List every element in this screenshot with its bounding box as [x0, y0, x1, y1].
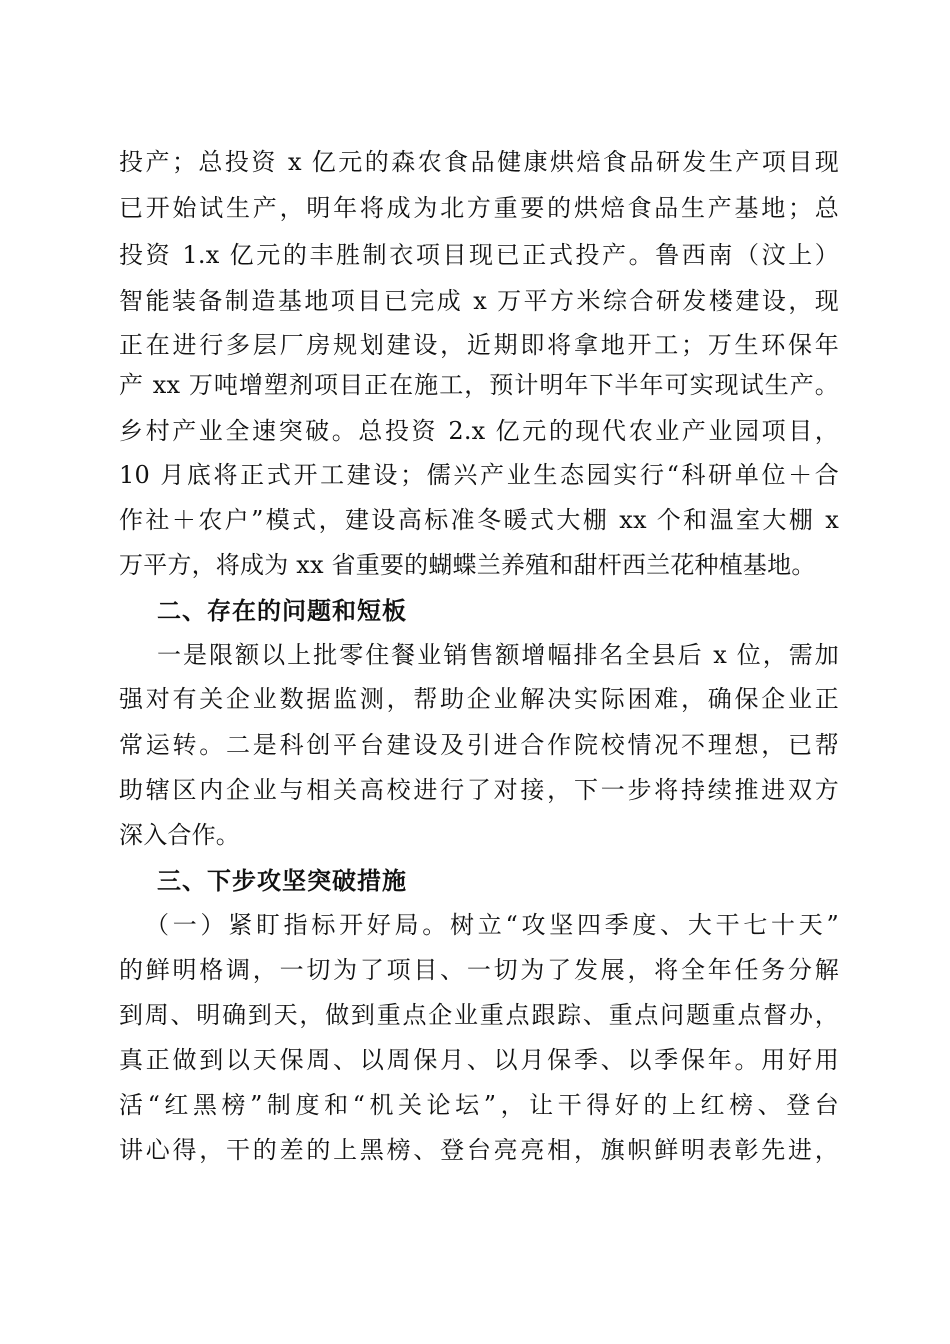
body-text-line: 投产；总投资 x 亿元的森农食品健康烘焙食品研发生产项目现: [119, 148, 839, 176]
section-heading: 三、下步攻坚突破措施: [157, 867, 407, 895]
body-text-line: 强对有关企业数据监测，帮助企业解决实际困难，确保企业正: [119, 685, 839, 713]
body-text-line: 常运转。二是科创平台建设及引进合作院校情况不理想，已帮: [119, 731, 839, 759]
body-text-line: 一是限额以上批零住餐业销售额增幅排名全县后 x 位，需加: [157, 641, 839, 669]
body-text-line: 正在进行多层厂房规划建设，近期即将拿地开工；万生环保年: [119, 331, 839, 359]
body-text-line: 活“红黑榜”制度和“机关论坛”，让干得好的上红榜、登台: [119, 1091, 839, 1119]
body-text-line: 10 月底将正式开工建设；儒兴产业生态园实行“科研单位＋合: [119, 461, 839, 489]
body-text-line: 投资 1.x 亿元的丰胜制衣项目现已正式投产。鲁西南（汶上）: [119, 241, 839, 269]
body-text-line: 已开始试生产，明年将成为北方重要的烘焙食品生产基地；总: [119, 194, 839, 222]
body-text-line: 助辖区内企业与相关高校进行了对接，下一步将持续推进双方: [119, 776, 839, 804]
body-text-line: 智能装备制造基地项目已完成 x 万平方米综合研发楼建设，现: [119, 287, 839, 315]
section-heading: 二、存在的问题和短板: [157, 597, 407, 625]
body-text-line: 乡村产业全速突破。总投资 2.x 亿元的现代农业产业园项目，: [119, 417, 839, 445]
body-text-line: 的鲜明格调，一切为了项目、一切为了发展，将全年任务分解: [119, 956, 839, 984]
body-text-line: 讲心得，干的差的上黑榜、登台亮亮相，旗帜鲜明表彰先进，: [119, 1136, 839, 1164]
body-text-line: 到周、明确到天，做到重点企业重点跟踪、重点问题重点督办，: [119, 1001, 839, 1029]
body-text-line: 作社＋农户”模式，建设高标准冬暖式大棚 xx 个和温室大棚 x: [119, 506, 839, 534]
body-text-line: 万平方，将成为 xx 省重要的蝴蝶兰养殖和甜杆西兰花种植基地。: [119, 551, 816, 579]
body-text-line: 深入合作。: [119, 821, 240, 849]
body-text-line: （一）紧盯指标开好局。树立“攻坚四季度、大干七十天”: [145, 911, 839, 939]
body-text-line: 真正做到以天保周、以周保月、以月保季、以季保年。用好用: [119, 1046, 839, 1074]
body-text-line: 产 xx 万吨增塑剂项目正在施工，预计明年下半年可实现试生产。: [119, 371, 839, 399]
